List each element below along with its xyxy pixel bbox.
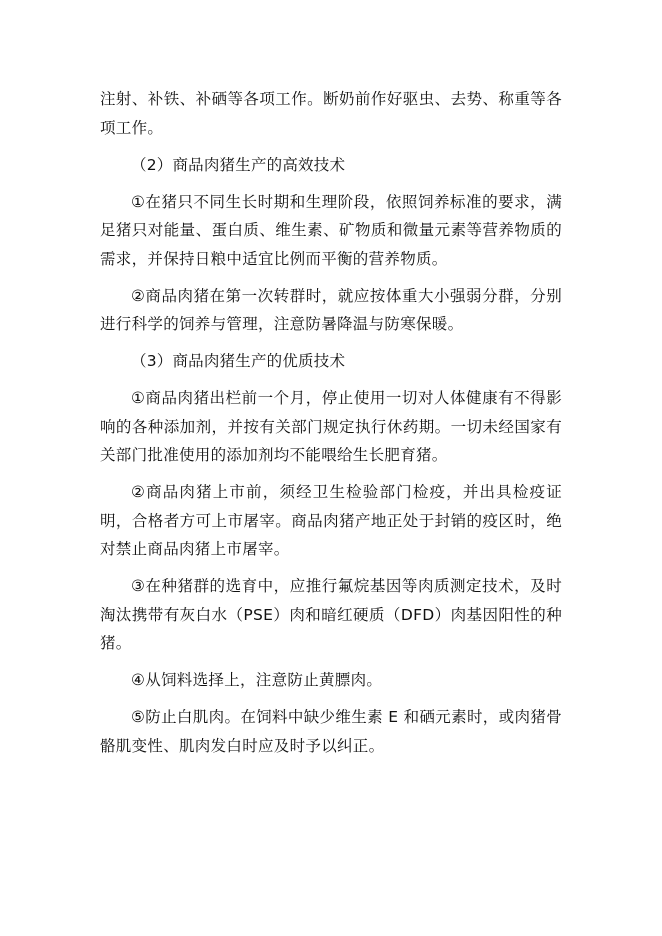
paragraph-item-3: ③在种猪群的选育中，应推行氟烷基因等肉质测定技术，及时淘汰携带有灰白水（PSE）肉和暗红硬质（DFD）肉基因阳性的种猪。 [100,577,562,652]
paragraph-item-2: ②商品肉猪在第一次转群时，就应按体重大小强弱分群，分别进行科学的饲养与管理，注意防暑降温与防寒保暖。 [100,286,562,333]
paragraph-item-1: ①在猪只不同生长时期和生理阶段，依照饲养标准的要求，满足猪只对能量、蛋白质、维生素、矿物质和微量元素等营养物质的需求，并保持日粮中适宜比例而平衡的营养物质。 [100,192,562,268]
paragraph-item-2: ②商品肉猪上市前，须经卫生检验部门检疫，并出具检疫证明，合格者方可上市屠宰。商品肉猪产地正处于封销的疫区时，绝对禁止商品肉猪上市屠宰。 [100,483,562,558]
paragraph-item-4: ④从饲料选择上，注意防止黄膘肉。 [131,671,383,689]
section-heading-3: （3）商品肉猪生产的优质技术 [131,352,346,370]
paragraph-item-1: ①商品肉猪出栏前一个月，停止使用一切对人体健康有不得影响的各种添加剂，并按有关部门规定执行休药期。一切未经国家有关部门批准使用的添加剂均不能喂给生长肥育猪。 [100,389,562,464]
document-body [100,85,562,760]
section-heading-2: （2）商品肉猪生产的高效技术 [131,155,346,174]
paragraph-item-5: ⑤防止白肌肉。在饲料中缺少维生素 E 和硒元素时，或肉猪骨骼肌变性、肌肉发白时应及时予以纠正。 [100,708,562,755]
paragraph-continuation: 注射、补铁、补硒等各项工作。断奶前作好驱虫、去势、称重等各项工作。 [100,90,562,137]
